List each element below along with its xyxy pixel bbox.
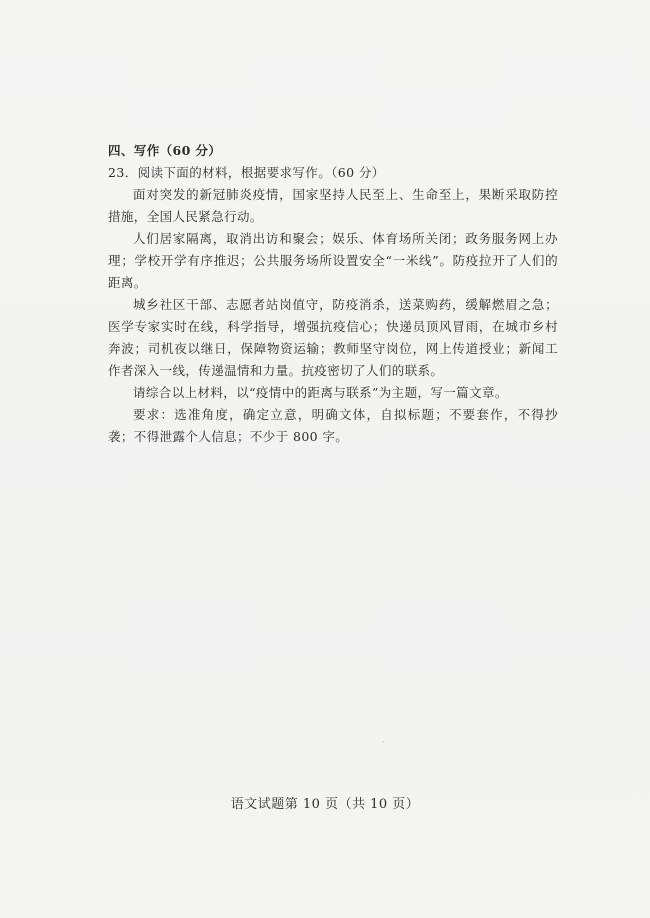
section-heading: 四、写作（60 分） xyxy=(108,143,222,158)
task-instruction: 请综合以上材料，以“疫情中的距离与联系”为主题，写一篇文章。 xyxy=(133,385,508,400)
scan-speck xyxy=(382,741,384,743)
page-footer: 语文试题第 10 页（共 10 页） xyxy=(230,797,420,812)
material-paragraph-3: 城乡社区干部、志愿者站岗值守，防疫消杀，送菜购药，缓解燃眉之急；医学专家实时在线，科学指导，增强抗疫信心；快递员顶风冒雨，在城市乡村奔波；司机夜以继日，保障物资运输；教师坚守岗位，网上传道授业；新闻工作者深入一线，传递温情和力量。抗疫密切了人们的联系。 xyxy=(108,297,558,378)
question-prompt: 23．阅读下面的材料，根据要求写作。（60 分） xyxy=(108,165,385,180)
writing-section xyxy=(108,140,558,448)
requirements: 要求：选准角度，确定立意，明确文体，自拟标题；不要套作，不得抄袭；不得泄露个人信息；不少于 800 字。 xyxy=(108,407,558,444)
material-paragraph-1: 面对突发的新冠肺炎疫情，国家坚持人民至上、生命至上，果断采取防控措施，全国人民紧急行动。 xyxy=(108,187,558,224)
material-paragraph-2: 人们居家隔离，取消出访和聚会；娱乐、体育场所关闭；政务服务网上办理；学校开学有序推迟；公共服务场所设置安全“一米线”。防疫拉开了人们的距离。 xyxy=(108,231,558,290)
